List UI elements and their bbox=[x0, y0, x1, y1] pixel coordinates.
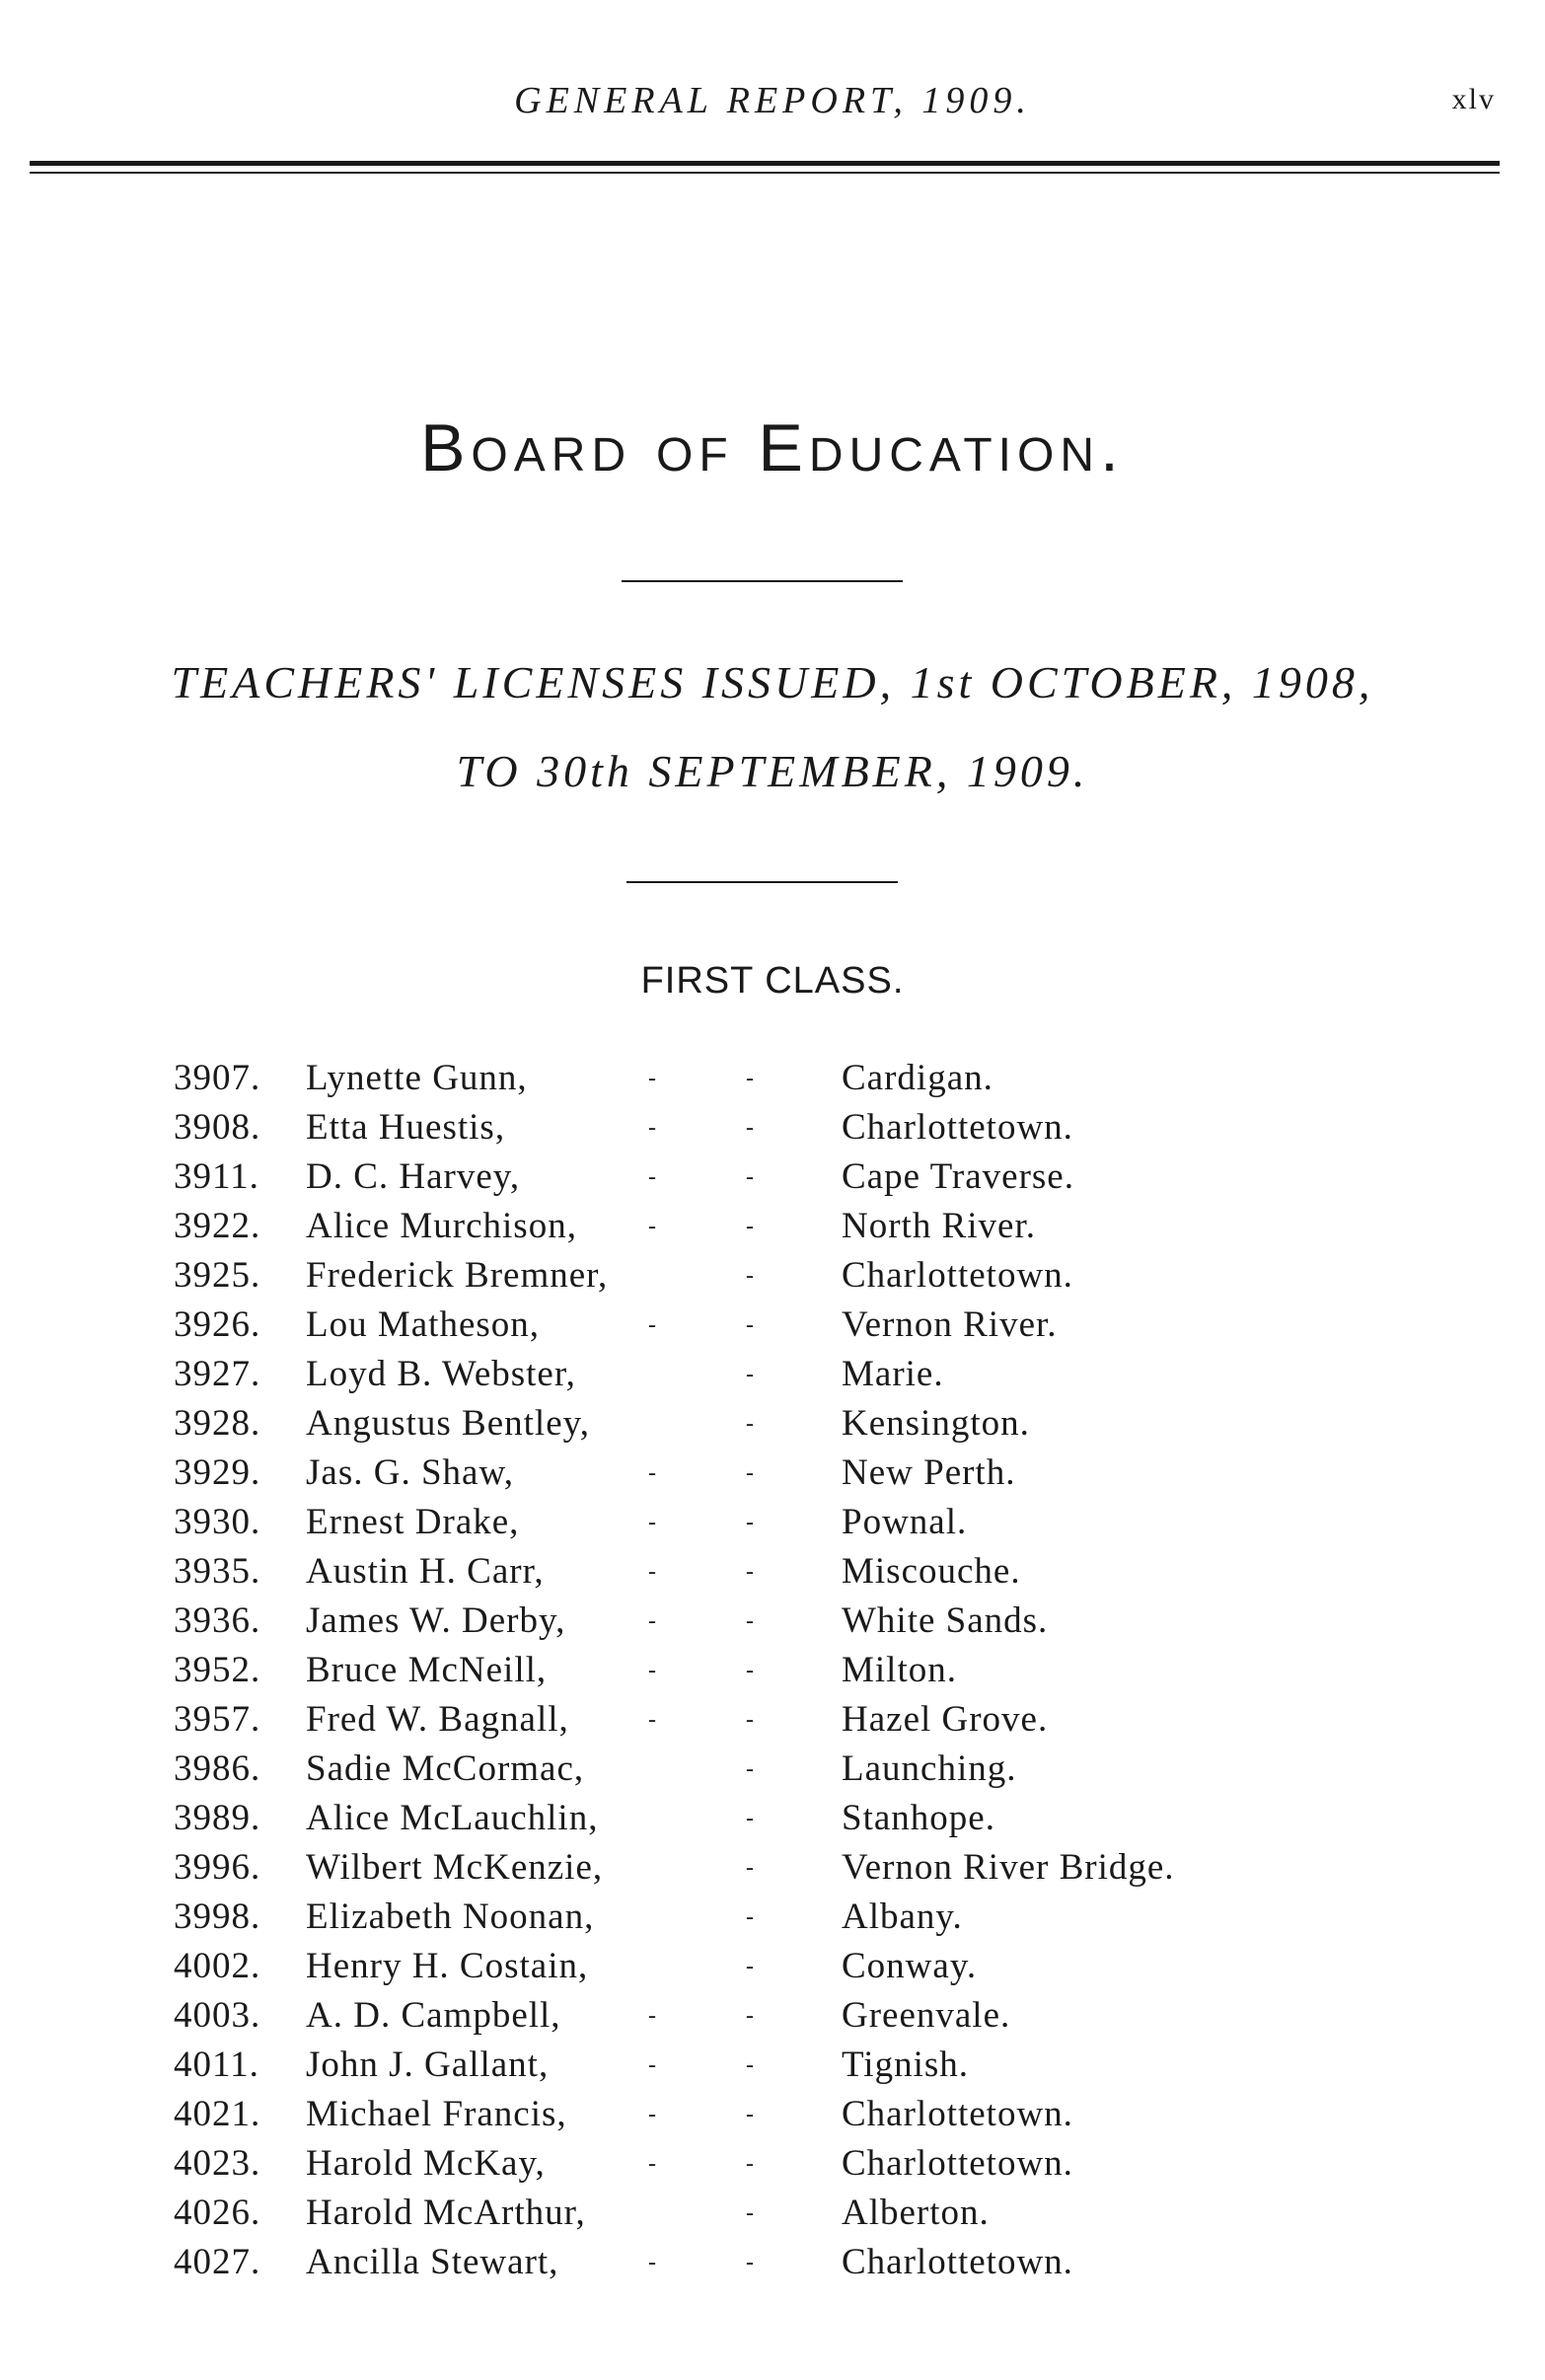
place-name: White Sands. bbox=[842, 1600, 1049, 1641]
license-number: 3911. bbox=[174, 1156, 259, 1197]
teacher-name: Etta Huestis, bbox=[306, 1107, 506, 1148]
place-name: Cardigan. bbox=[842, 1058, 993, 1098]
running-head bbox=[0, 79, 1545, 138]
leader-dash: - bbox=[746, 1707, 755, 1733]
list-item bbox=[0, 1893, 1545, 1942]
leader-dash: - bbox=[746, 1164, 755, 1190]
leader-dash: - bbox=[648, 1510, 657, 1535]
place-name: Stanhope. bbox=[842, 1798, 995, 1838]
teacher-name: Lou Matheson, bbox=[306, 1304, 541, 1345]
leader-dash: - bbox=[648, 1164, 657, 1190]
place-name: Tignish. bbox=[842, 2045, 970, 2085]
leader-dash: - bbox=[648, 2151, 657, 2177]
license-number: 3925. bbox=[174, 1255, 261, 1296]
license-number: 3922. bbox=[174, 1206, 261, 1246]
leader-dash: - bbox=[746, 1904, 755, 1930]
license-number: 3930. bbox=[174, 1502, 261, 1542]
leader-dash: - bbox=[746, 1855, 755, 1881]
teacher-name: Henry H. Costain, bbox=[306, 1946, 589, 1986]
license-number: 3986. bbox=[174, 1748, 261, 1789]
license-number: 3998. bbox=[174, 1897, 261, 1937]
license-number: 4003. bbox=[174, 1995, 261, 2036]
place-name: Charlottetown. bbox=[842, 2094, 1073, 2134]
leader-dash: - bbox=[648, 1066, 657, 1091]
teacher-name: Ancilla Stewart, bbox=[306, 2242, 559, 2282]
title-divider bbox=[622, 580, 903, 582]
leader-dash: - bbox=[746, 1608, 755, 1634]
place-name: Charlottetown. bbox=[842, 2143, 1073, 2184]
teacher-name: Bruce McNeill, bbox=[306, 1650, 548, 1690]
place-name: Charlottetown. bbox=[842, 1107, 1073, 1148]
leader-dash: - bbox=[746, 2200, 755, 2226]
list-item bbox=[0, 1794, 1545, 1843]
license-number: 4027. bbox=[174, 2242, 261, 2282]
license-number: 3989. bbox=[174, 1798, 261, 1838]
list-item bbox=[0, 2090, 1545, 2139]
teacher-name: Alice Murchison, bbox=[306, 1206, 577, 1246]
license-number: 3927. bbox=[174, 1354, 261, 1394]
license-number: 3907. bbox=[174, 1058, 261, 1098]
place-name: Hazel Grove. bbox=[842, 1699, 1049, 1740]
place-name: Milton. bbox=[842, 1650, 957, 1690]
license-number: 3929. bbox=[174, 1452, 261, 1493]
teacher-name: Sadie McCormac, bbox=[306, 1748, 585, 1789]
teacher-name: John J. Gallant, bbox=[306, 2045, 550, 2085]
leader-dash: - bbox=[648, 2250, 657, 2275]
leader-dash: - bbox=[746, 1312, 755, 1338]
leader-dash: - bbox=[746, 1115, 755, 1141]
leader-dash: - bbox=[746, 1806, 755, 1831]
place-name: New Perth. bbox=[842, 1452, 1016, 1493]
teacher-name: A. D. Campbell, bbox=[306, 1995, 561, 2036]
list-item bbox=[0, 2139, 1545, 2189]
license-list bbox=[0, 1054, 1545, 2287]
list-item bbox=[0, 1202, 1545, 1251]
leader-dash: - bbox=[648, 2003, 657, 2029]
teacher-name: Frederick Bremner, bbox=[306, 1255, 609, 1296]
leader-dash: - bbox=[648, 1115, 657, 1141]
list-item bbox=[0, 1103, 1545, 1153]
leader-dash: - bbox=[648, 1460, 657, 1486]
license-number: 3928. bbox=[174, 1403, 261, 1444]
list-item bbox=[0, 1498, 1545, 1547]
teacher-name: Austin H. Carr, bbox=[306, 1551, 545, 1592]
license-number: 4023. bbox=[174, 2143, 261, 2184]
list-item bbox=[0, 1843, 1545, 1893]
leader-dash: - bbox=[648, 1658, 657, 1683]
teacher-name: Jas. G. Shaw, bbox=[306, 1452, 515, 1493]
place-name: Albany. bbox=[842, 1897, 963, 1937]
place-name: Vernon River Bridge. bbox=[842, 1847, 1175, 1888]
place-name: Conway. bbox=[842, 1946, 978, 1986]
header-rule-thin bbox=[30, 172, 1500, 174]
leader-dash: - bbox=[746, 1214, 755, 1239]
leader-dash: - bbox=[746, 1460, 755, 1486]
leader-dash: - bbox=[746, 1559, 755, 1585]
list-item bbox=[0, 2189, 1545, 2238]
teacher-name: Harold McArthur, bbox=[306, 2193, 586, 2233]
place-name: Greenvale. bbox=[842, 1995, 1011, 2036]
license-number: 4026. bbox=[174, 2193, 261, 2233]
header-rule-thick bbox=[30, 161, 1500, 166]
leader-dash: - bbox=[648, 1707, 657, 1733]
subtitle-line-1: TEACHERS' LICENSES ISSUED, 1st OCTOBER, 1908, bbox=[171, 657, 1374, 707]
place-name: Pownal. bbox=[842, 1502, 968, 1542]
place-name: Marie. bbox=[842, 1354, 944, 1394]
license-number: 3996. bbox=[174, 1847, 261, 1888]
license-number: 4021. bbox=[174, 2094, 261, 2134]
list-item bbox=[0, 1350, 1545, 1399]
list-item bbox=[0, 1745, 1545, 1794]
place-name: Kensington. bbox=[842, 1403, 1030, 1444]
leader-dash: - bbox=[746, 1263, 755, 1289]
leader-dash: - bbox=[746, 2102, 755, 2127]
leader-dash: - bbox=[746, 1510, 755, 1535]
leader-dash: - bbox=[746, 1658, 755, 1683]
teacher-name: Lynette Gunn, bbox=[306, 1058, 528, 1098]
leader-dash: - bbox=[648, 2052, 657, 2078]
license-number: 3952. bbox=[174, 1650, 261, 1690]
teacher-name: Elizabeth Noonan, bbox=[306, 1897, 595, 1937]
leader-dash: - bbox=[746, 1954, 755, 1979]
subtitle-divider bbox=[626, 881, 898, 883]
license-number: 4011. bbox=[174, 2045, 259, 2085]
leader-dash: - bbox=[746, 1411, 755, 1437]
place-name: Cape Traverse. bbox=[842, 1156, 1074, 1197]
list-item bbox=[0, 2238, 1545, 2287]
list-item bbox=[0, 1646, 1545, 1695]
page-title: Board of Education. bbox=[420, 410, 1125, 485]
leader-dash: - bbox=[746, 2052, 755, 2078]
teacher-name: Wilbert McKenzie, bbox=[306, 1847, 604, 1888]
page-number: xlv bbox=[1451, 83, 1496, 115]
teacher-name: James W. Derby, bbox=[306, 1600, 566, 1641]
leader-dash: - bbox=[746, 1362, 755, 1387]
list-item bbox=[0, 2041, 1545, 2090]
leader-dash: - bbox=[746, 2003, 755, 2029]
license-number: 3957. bbox=[174, 1699, 261, 1740]
subtitle-line-2: TO 30th SEPTEMBER, 1909. bbox=[456, 746, 1089, 796]
list-item bbox=[0, 1991, 1545, 2041]
place-name: Launching. bbox=[842, 1748, 1017, 1789]
teacher-name: Michael Francis, bbox=[306, 2094, 567, 2134]
place-name: Miscouche. bbox=[842, 1551, 1021, 1592]
list-item bbox=[0, 1695, 1545, 1745]
leader-dash: - bbox=[746, 2151, 755, 2177]
section-heading: FIRST CLASS. bbox=[640, 960, 905, 1002]
list-item bbox=[0, 1399, 1545, 1449]
leader-dash: - bbox=[648, 1214, 657, 1239]
leader-dash: - bbox=[648, 1608, 657, 1634]
leader-dash: - bbox=[648, 2102, 657, 2127]
leader-dash: - bbox=[648, 1312, 657, 1338]
license-number: 3936. bbox=[174, 1600, 261, 1641]
teacher-name: D. C. Harvey, bbox=[306, 1156, 521, 1197]
teacher-name: Angustus Bentley, bbox=[306, 1403, 590, 1444]
teacher-name: Loyd B. Webster, bbox=[306, 1354, 576, 1394]
list-item bbox=[0, 1597, 1545, 1646]
teacher-name: Fred W. Bagnall, bbox=[306, 1699, 569, 1740]
list-item bbox=[0, 1153, 1545, 1202]
teacher-name: Ernest Drake, bbox=[306, 1502, 520, 1542]
list-item bbox=[0, 1301, 1545, 1350]
list-item bbox=[0, 1251, 1545, 1301]
place-name: Charlottetown. bbox=[842, 2242, 1073, 2282]
place-name: Alberton. bbox=[842, 2193, 990, 2233]
place-name: North River. bbox=[842, 1206, 1036, 1246]
place-name: Vernon River. bbox=[842, 1304, 1058, 1345]
place-name: Charlottetown. bbox=[842, 1255, 1073, 1296]
license-number: 3935. bbox=[174, 1551, 261, 1592]
list-item bbox=[0, 1054, 1545, 1103]
list-item bbox=[0, 1942, 1545, 1991]
teacher-name: Alice McLauchlin, bbox=[306, 1798, 599, 1838]
leader-dash: - bbox=[746, 1756, 755, 1782]
leader-dash: - bbox=[648, 1559, 657, 1585]
license-number: 4002. bbox=[174, 1946, 261, 1986]
leader-dash: - bbox=[746, 1066, 755, 1091]
running-title: GENERAL REPORT, 1909. bbox=[514, 80, 1031, 121]
license-number: 3908. bbox=[174, 1107, 261, 1148]
leader-dash: - bbox=[746, 2250, 755, 2275]
list-item bbox=[0, 1547, 1545, 1597]
license-number: 3926. bbox=[174, 1304, 261, 1345]
teacher-name: Harold McKay, bbox=[306, 2143, 546, 2184]
list-item bbox=[0, 1449, 1545, 1498]
